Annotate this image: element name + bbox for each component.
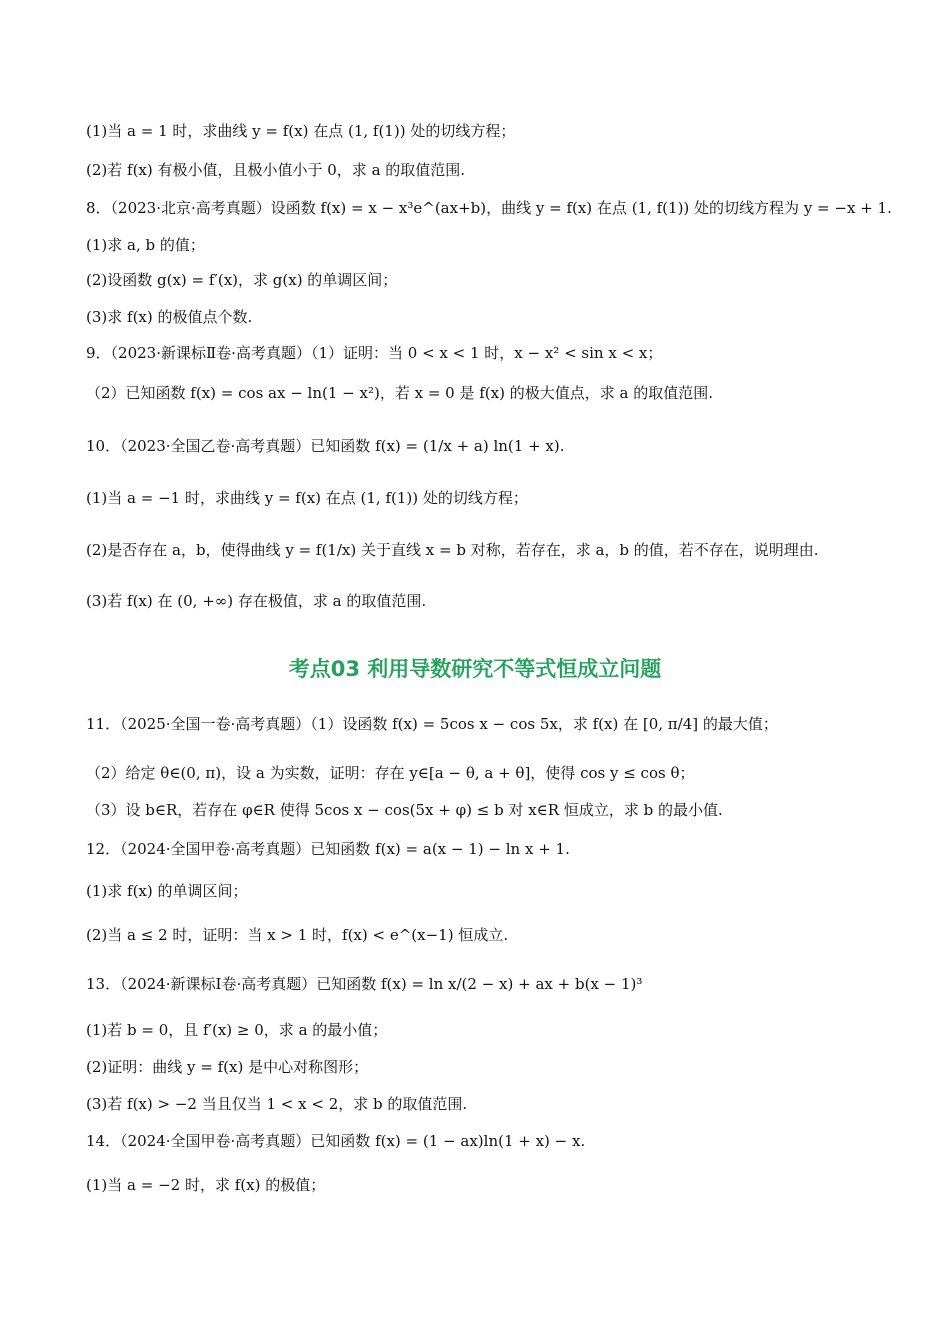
problem-7-part-1: (1)当 a = 1 时，求曲线 y = f(x) 在点 (1, f(1)) 处的切线方程； — [86, 122, 516, 140]
problem-14-statement: 14．（2024·全国甲卷·高考真题）已知函数 f(x) = (1 − ax)ln(1 + x) − x. — [86, 1132, 586, 1150]
problem-12-part-2: (2)当 a ≤ 2 时，证明：当 x > 1 时，f(x) < e^(x−1) 恒成立. — [86, 926, 509, 944]
problem-12-statement: 12．（2024·全国甲卷·高考真题）已知函数 f(x) = a(x − 1) − ln x + 1. — [86, 840, 570, 858]
problem-8-part-1: (1)求 a, b 的值； — [86, 236, 205, 254]
problem-8-part-3: (3)求 f(x) 的极值点个数. — [86, 308, 253, 326]
problem-11-part-1: 11．（2025·全国一卷·高考真题）（1）设函数 f(x) = 5cos x − cos 5x，求 f(x) 在 [0, π/4] 的最大值； — [86, 715, 778, 733]
problem-14-part-1: (1)当 a = −2 时，求 f(x) 的极值； — [86, 1176, 326, 1194]
problem-11-part-2: （2）给定 θ∈(0, π)，设 a 为实数，证明：存在 y∈[a − θ, a + θ]，使得 cos y ≤ cos θ； — [86, 764, 695, 782]
problem-9-part-2: （2）已知函数 f(x) = cos ax − ln(1 − x²)，若 x = 0 是 f(x) 的极大值点，求 a 的取值范围. — [86, 384, 713, 402]
problem-10-part-1: (1)当 a = −1 时，求曲线 y = f(x) 在点 (1, f(1)) 处的切线方程； — [86, 489, 528, 507]
problem-13-part-1: (1)若 b = 0，且 f′(x) ≥ 0，求 a 的最小值； — [86, 1021, 388, 1039]
problem-7-part-2: (2)若 f(x) 有极小值，且极小值小于 0，求 a 的取值范围. — [86, 161, 466, 179]
problem-10-part-2: (2)是否存在 a，b，使得曲线 y = f(1/x) 关于直线 x = b 对称，若存在，求 a，b 的值，若不存在，说明理由. — [86, 541, 819, 559]
problem-10-statement: 10．（2023·全国乙卷·高考真题）已知函数 f(x) = (1/x + a) ln(1 + x). — [86, 437, 565, 455]
problem-13-part-3: (3)若 f(x) > −2 当且仅当 1 < x < 2，求 b 的取值范围. — [86, 1095, 468, 1113]
problem-8-statement: 8．（2023·北京·高考真题）设函数 f(x) = x − x³e^(ax+b)，曲线 y = f(x) 在点 (1, f(1)) 处的切线方程为 y = −x + 1. — [86, 199, 892, 217]
problem-9-part-1: 9．（2023·新课标Ⅱ卷·高考真题）（1）证明：当 0 < x < 1 时，x − x² < sin x < x； — [86, 344, 663, 362]
problem-13-part-2: (2)证明：曲线 y = f(x) 是中心对称图形； — [86, 1058, 369, 1076]
section-heading: 考点03 利用导数研究不等式恒成立问题 — [288, 657, 662, 681]
problem-8-part-2: (2)设函数 g(x) = f′(x)，求 g(x) 的单调区间； — [86, 271, 398, 289]
problem-10-part-3: (3)若 f(x) 在 (0, +∞) 存在极值，求 a 的取值范围. — [86, 592, 427, 610]
problem-11-part-3: （3）设 b∈R，若存在 φ∈R 使得 5cos x − cos(5x + φ) ≤ b 对 x∈R 恒成立，求 b 的最小值. — [86, 801, 723, 819]
problem-12-part-1: (1)求 f(x) 的单调区间； — [86, 882, 248, 900]
problem-13-statement: 13．（2024·新课标Ⅰ卷·高考真题）已知函数 f(x) = ln x/(2 − x) + ax + b(x − 1)³ — [86, 975, 643, 993]
